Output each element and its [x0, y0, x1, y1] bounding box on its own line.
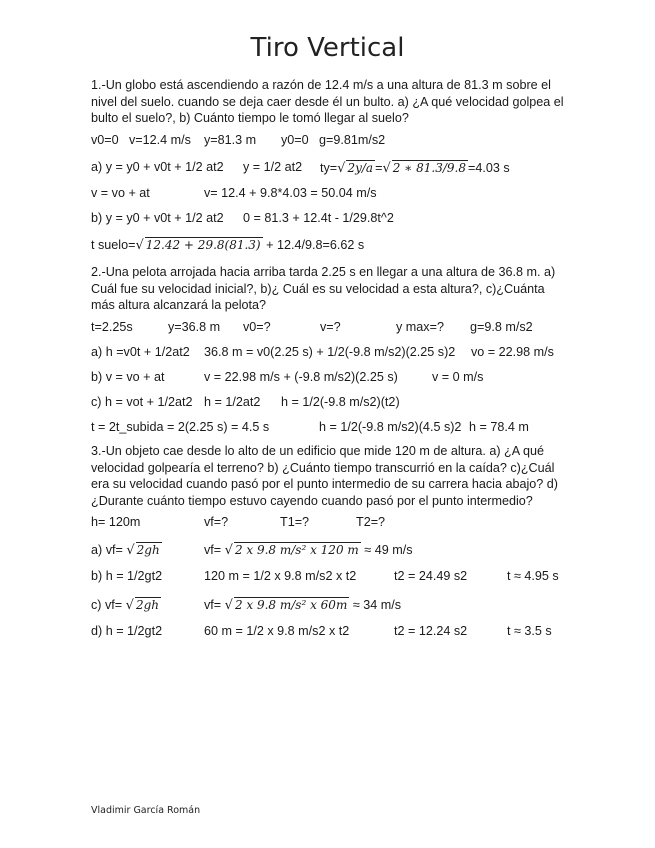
radicand: 2gh [135, 598, 159, 612]
equation: t2 = 24.49 s2 [394, 569, 468, 583]
time-formula: t suelo=√ 12.42 + 29.8(81.3) + 12.4/9.8=6.62 s [91, 238, 365, 253]
time-formula: ty=√ 2y/a =√ 2 ∗ 81.3/9.8 =4.03 s [320, 161, 510, 176]
equation: v = vo + at [91, 186, 150, 200]
equation: h = 1/2(-9.8 m/s2)(4.5 s)2 [319, 420, 462, 434]
problem-2-statement: 2.-Una pelota arrojada hacia arriba tarda 2.25 s en llegar a una altura de 36.8 m. a) Cuál fue su velocidad inicial?, b)¿ Cuál es su velocidad a esta altura?, c)¿Cuánta más altura alcanzará la pelota? [91, 265, 556, 312]
given: y=81.3 m [204, 133, 257, 147]
given: T1=? [280, 515, 310, 529]
radicand: 2 x 9.8 m/s² x 60m [234, 598, 348, 612]
problem-1-statement: 1.-Un globo está ascendiendo a razón de 12.4 m/s a una altura de 81.3 m sobre el nivel del suelo. cuando se deja caer desde él un bulto. a) ¿A qué velocidad golpea el bulto el suelo?, b) Cuánto tiempo le tomó llegar al suelo? [91, 78, 564, 125]
given: h= 120m [91, 515, 141, 529]
sqrt-icon: √ [126, 543, 135, 558]
sqrt-icon: √ [135, 238, 144, 253]
equation: h = 1/2at2 [204, 395, 261, 409]
author-footer: Vladimir García Román [91, 805, 201, 816]
equation: v = 22.98 m/s + (-9.8 m/s2)(2.25 s) [204, 370, 398, 384]
given: y=36.8 m [168, 320, 221, 334]
sqrt-icon: √ [224, 598, 233, 613]
problem-3-statement: 3.-Un objeto cae desde lo alto de un edificio que mide 120 m de altura. a) ¿A qué velocidad golpearía el terreno? b) ¿Cuánto tiempo transcurrió en la caída? c)¿Cuál era su velocidad cuando pasó por el punto intermedio de su carrera hacia abajo? d) ¿Durante cuánto tiempo estuvo cayendo cuando pasó por el punto intermedio? [91, 444, 558, 508]
radicand: 12.42 + 29.8(81.3) [145, 238, 261, 252]
given: v=12.4 m/s [129, 133, 191, 147]
equation: c) h = vot + 1/2at2 [91, 395, 193, 409]
equation: 36.8 m = v0(2.25 s) + 1/2(-9.8 m/s2)(2.25 s)2 [204, 345, 456, 359]
equation: h = 1/2(-9.8 m/s2)(t2) [281, 395, 400, 409]
equation: 120 m = 1/2 x 9.8 m/s2 x t2 [204, 569, 357, 583]
page-title: Tiro Vertical [250, 33, 405, 63]
equation: b) y = y0 + v0t + 1/2 at2 [91, 211, 224, 225]
radicand: 2gh [136, 543, 160, 557]
equation: d) h = 1/2gt2 [91, 624, 163, 638]
sqrt-icon: √ [224, 543, 233, 558]
radicand: 2 x 9.8 m/s² x 120 m [234, 543, 359, 557]
sqrt-icon: √ [337, 161, 346, 176]
given: T2=? [356, 515, 386, 529]
given: t=2.25s [91, 320, 133, 334]
radicand: 2 ∗ 81.3/9.8 [392, 161, 466, 175]
equation: vo = 22.98 m/s [471, 345, 554, 359]
given: g=9.8 m/s2 [470, 320, 533, 334]
equation: b) v = vo + at [91, 370, 165, 384]
equation: a) y = y0 + v0t + 1/2 at2 [91, 160, 224, 174]
equation: t ≈ 4.95 s [507, 569, 559, 583]
sqrt-icon: √ [382, 161, 391, 176]
sqrt-icon: √ [125, 598, 134, 613]
radicand: 2y/a [347, 161, 374, 175]
equation: h = 78.4 m [469, 420, 529, 434]
given: g=9.81m/s2 [319, 133, 386, 147]
equation: a) h =v0t + 1/2at2 [91, 345, 190, 359]
equation: v = 0 m/s [432, 370, 484, 384]
equation: v= 12.4 + 9.8*4.03 = 50.04 m/s [204, 186, 377, 200]
equation: 0 = 81.3 + 12.4t - 1/29.8t^2 [243, 211, 394, 225]
equation: c) vf= √ 2gh [91, 598, 159, 613]
given: v=? [320, 320, 341, 334]
given: y0=0 [281, 133, 309, 147]
equation: t2 = 12.24 s2 [394, 624, 468, 638]
equation: b) h = 1/2gt2 [91, 569, 163, 583]
equation: t ≈ 3.5 s [507, 624, 552, 638]
given: y max=? [396, 320, 444, 334]
given: v0=0 [91, 133, 119, 147]
given: vf=? [204, 515, 229, 529]
equation: 60 m = 1/2 x 9.8 m/s2 x t2 [204, 624, 350, 638]
equation: t = 2t_subida = 2(2.25 s) = 4.5 s [91, 420, 270, 434]
equation: vf= √ 2 x 9.8 m/s² x 120 m ≈ 49 m/s [204, 543, 413, 558]
equation: a) vf= √ 2gh [91, 543, 160, 558]
equation: y = 1/2 at2 [243, 160, 303, 174]
equation: vf= √ 2 x 9.8 m/s² x 60m ≈ 34 m/s [204, 598, 402, 613]
given: v0=? [243, 320, 271, 334]
